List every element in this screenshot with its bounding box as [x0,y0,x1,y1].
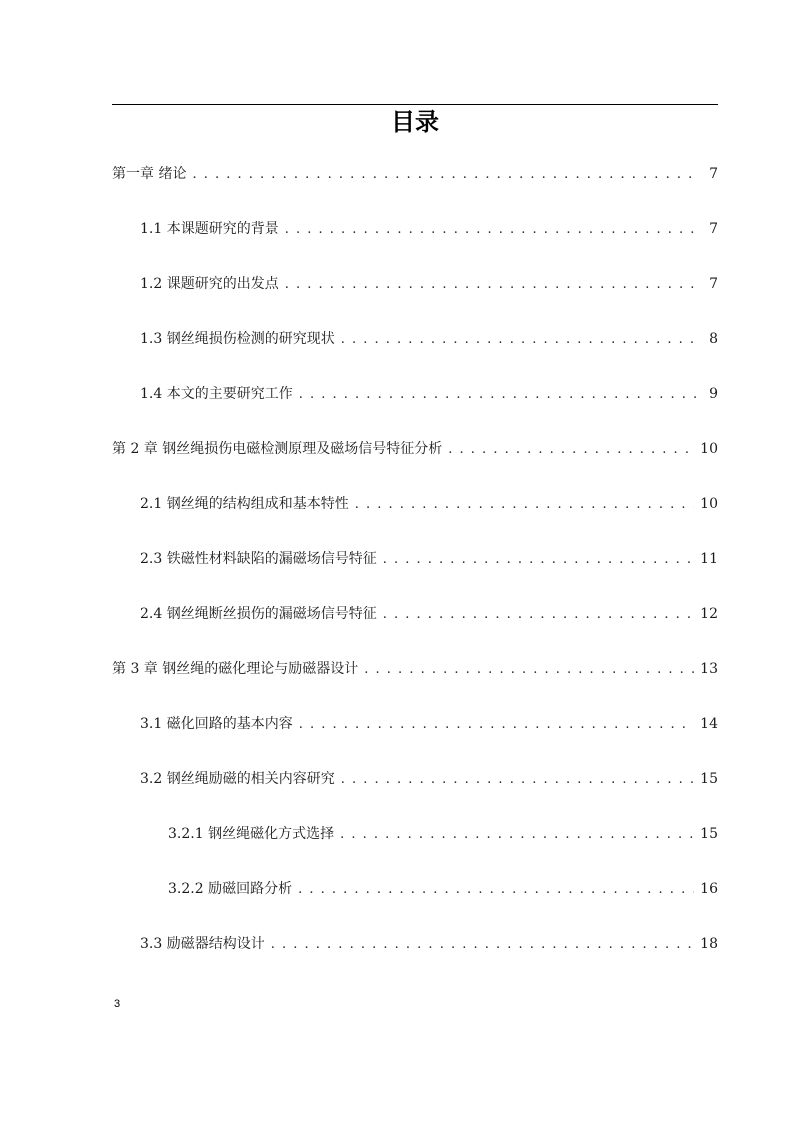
toc-leader-dots [364,660,694,680]
toc-title: 目录 [391,108,439,136]
header-rule [112,104,718,105]
toc-entry-text: 3.1 磁化回路的基本内容 [140,716,293,732]
toc-entry-page: 10 [700,441,718,457]
toc-entry-2-1[interactable] [140,494,718,514]
toc-leader-dots [298,880,694,900]
toc-entry-chapter-1[interactable] [112,164,718,184]
toc-entry-page: 7 [709,166,718,182]
toc-entry-2-4[interactable] [140,604,718,624]
toc-leader-dots [285,275,698,295]
toc-entry-3-2[interactable] [140,769,718,789]
toc-entry-text: 第一章 绪论 [112,166,187,182]
toc-leader-dots [341,770,694,790]
toc-entry-3-1[interactable] [140,714,718,734]
toc-entry-page: 9 [709,386,718,402]
toc-leader-dots [299,715,694,735]
toc-entry-text: 3.3 励磁器结构设计 [140,936,265,952]
toc-entry-1-1[interactable] [140,219,718,239]
toc-entry-text: 2.4 钢丝绳断丝损伤的漏磁场信号特征 [140,606,377,622]
toc-entry-text: 1.1 本课题研究的背景 [140,221,279,237]
toc-entry-page: 8 [709,331,718,347]
toc-leader-dots [340,825,694,845]
toc-entry-text: 3.2 钢丝绳励磁的相关内容研究 [140,771,335,787]
toc-entry-page: 15 [700,826,718,842]
toc-leader-dots [271,935,694,955]
toc-entry-text: 2.3 铁磁性材料缺陷的漏磁场信号特征 [140,551,377,567]
toc-entry-page: 13 [700,661,718,677]
toc-entry-page: 7 [709,276,718,292]
toc-entry-text: 2.1 钢丝绳的结构组成和基本特性 [140,496,349,512]
toc-entry-text: 3.2.1 钢丝绳磁化方式选择 [168,826,335,842]
toc-entry-text: 第 3 章 钢丝绳的磁化理论与励磁器设计 [112,661,359,677]
toc-leader-dots [383,605,694,625]
toc-entry-text: 1.4 本文的主要研究工作 [140,386,293,402]
toc-entry-chapter-3[interactable] [112,659,718,679]
toc-entry-3-2-1[interactable] [168,824,718,844]
toc-entry-page: 15 [700,771,718,787]
toc-entry-1-2[interactable] [140,274,718,294]
toc-entry-text: 3.2.2 励磁回路分析 [168,881,293,897]
toc-entry-2-3[interactable] [140,549,718,569]
toc-entry-3-2-2[interactable] [168,879,718,899]
footer-page-number: 3 [114,998,121,1010]
toc-entry-chapter-2[interactable] [112,439,718,459]
toc-entry-1-4[interactable] [140,384,718,404]
toc-entry-3-3[interactable] [140,934,718,954]
toc-entry-text: 1.2 课题研究的出发点 [140,276,279,292]
toc-leader-dots [355,495,694,515]
toc-leader-dots [299,385,698,405]
toc-entry-page: 7 [709,221,718,237]
toc-entry-text: 第 2 章 钢丝绳损伤电磁检测原理及磁场信号特征分析 [112,441,443,457]
toc-leader-dots [285,220,698,240]
toc-entry-page: 12 [700,606,718,622]
toc-entry-page: 18 [700,936,718,952]
toc-leader-dots [192,165,698,185]
toc-leader-dots [448,440,694,460]
toc-leader-dots [341,330,698,350]
toc-entry-page: 10 [700,496,718,512]
toc-entry-page: 16 [700,881,718,897]
toc-entry-page: 11 [700,551,718,567]
toc-entry-text: 1.3 钢丝绳损伤检测的研究现状 [140,331,335,347]
toc-leader-dots [383,550,694,570]
toc-entry-1-3[interactable] [140,329,718,349]
toc-entry-page: 14 [700,716,718,732]
